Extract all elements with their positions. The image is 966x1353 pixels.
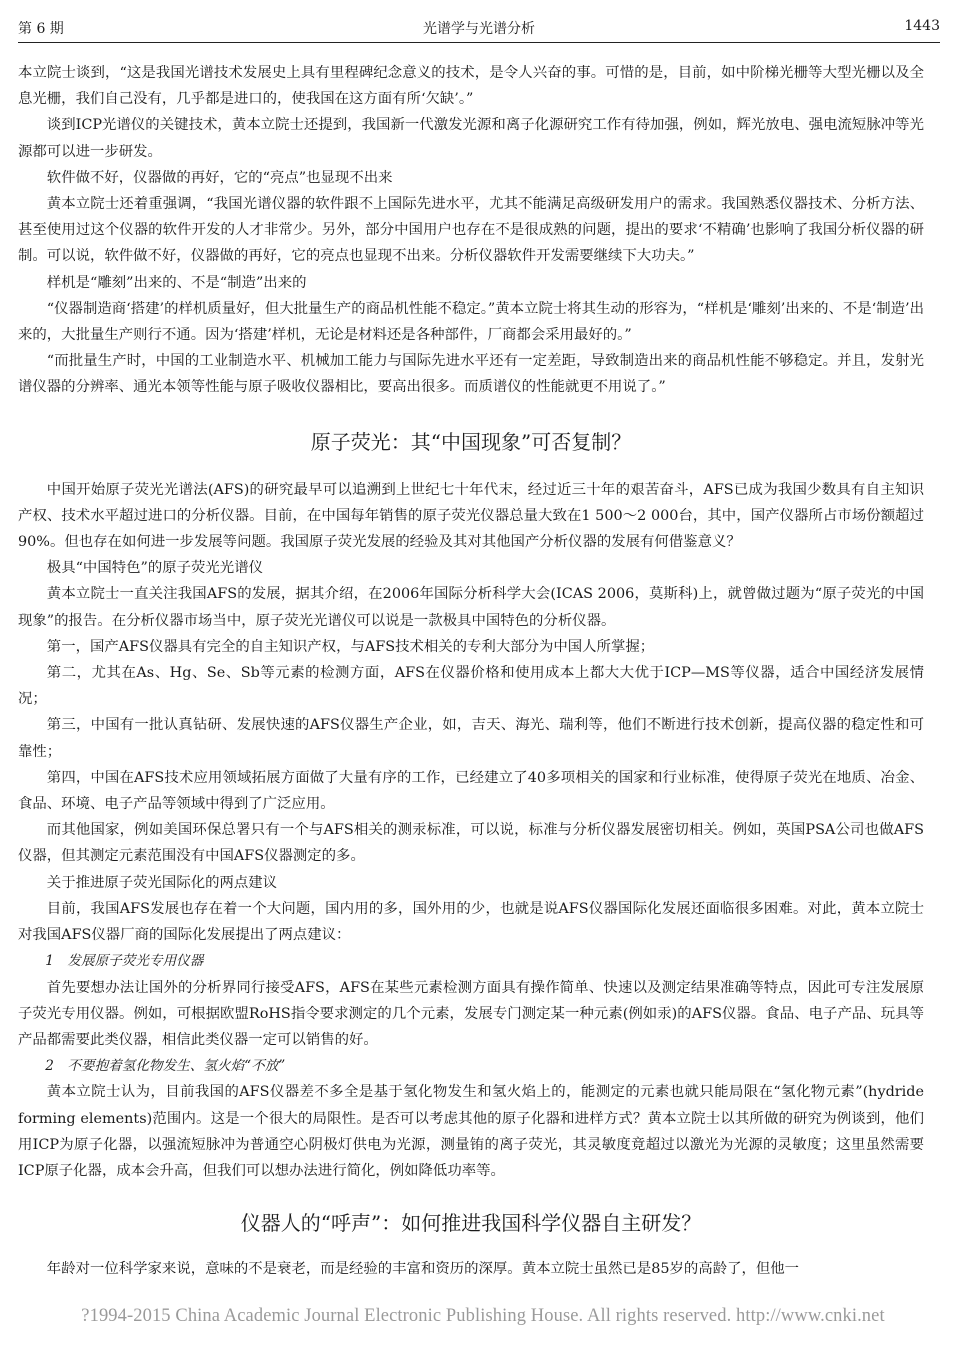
paragraph: 目前，我国AFS发展也存在着一个大问题，国内用的多，国外用的少，也就是说AFS仪器国际化发展还面临很多困难。对此，黄本立院士对我国AFS仪器厂商的国际化发展提出了两点建议： — [18, 900, 924, 944]
section-title: 仪器人的“呼声”：如何推进我国科学仪器自主研发？ — [240, 1211, 702, 1236]
paragraph: 第一，国产AFS仪器具有完全的自主知识产权，与AFS技术相关的专利大部分为中国人所掌握； — [46, 638, 655, 655]
paragraph: 黄本立院士还着重强调，“我国光谱仪器的软件跟不上国际先进水平，尤其不能满足高级研发用户的需求。我国熟悉仪器技术、分析方法、甚至使用过这个仪器的软件开发的人才非常少。另外，部分中国用户也存在不是很成熟的问题，提出的要求‘不精确’也影响了我国分析仪器的研制。可以说，软件做不好，仪器做的再好，它的亮点也显现不出来。分析仪器软件开发需要继续下大功夫。” — [18, 196, 924, 265]
paragraph: “仪器制造商‘搭建’的样机质量好，但大批量生产的商品机性能不稳定。”黄本立院士将其生动的形容为，“样机是‘雕刻’出来的、不是‘制造’出来的，大批量生产则行不通。因为‘搭建’样机，无论是材料还是各种部件，厂商都会采用最好的。” — [18, 300, 924, 344]
paragraph: 中国开始原子荧光光谱法(AFS)的研究最早可以追溯到上世纪七十年代末，经过近三十年的艰苦奋斗，AFS已成为我国少数具有自主知识产权、技术水平超过进口的分析仪器。目前，在中国每年销售的原子荧光仪器总量大致在1 500～2 000台，其中，国产仪器所占市场份额超过90%。但也存在如何进一步发展等问题。我国原子荧光发展的经验及其对其他国产分析仪器的发展有何借鉴意义？ — [18, 481, 924, 551]
paragraph: 黄本立院士一直关注我国AFS的发展，据其介绍，在2006年国际分析科学大会(ICAS 2006，莫斯科)上，就曾做过题为“原子荧光的中国现象”的报告。在分析仪器市场当中，原子荧光光谱仪可以说是一款极具中国特色的分析仪器。 — [18, 586, 924, 629]
paragraph: 第三，中国有一批认真钻研、发展快速的AFS仪器生产企业，如，吉天、海光、瑞利等，他们不断进行技术创新，提高仪器的稳定性和可靠性； — [18, 717, 924, 760]
subheading: 极具“中国特色”的原子荧光光谱仪 — [46, 560, 263, 577]
paragraph: 第二，尤其在As、Hg、Se、Sb等元素的检测方面，AFS在仪器价格和使用成本上都大大优于ICP—MS等仪器，适合中国经济发展情况； — [18, 665, 924, 708]
issue-number: 第 6 期 — [18, 21, 64, 37]
copyright-watermark: ?1994-2015 China Academic Journal Electronic Publishing House. All rights reserved. http://www.cnki.net — [81, 1306, 885, 1326]
paragraph: 而其他国家，例如美国环保总署只有一个与AFS相关的测汞标准，可以说，标准与分析仪器发展密切相关。例如，英国PSA公司也做AFS仪器，但其测定元素范围没有中国AFS仪器测定的多。 — [18, 822, 924, 865]
paragraph: 年龄对一位科学家来说，意味的不是衰老，而是经验的丰富和资历的深厚。黄本立院士虽然已是85岁的高龄了，但他一 — [46, 1261, 800, 1278]
article-body — [18, 60, 924, 1282]
journal-title: 光谱学与光谱分析 — [423, 21, 535, 37]
subheading: 样机是“雕刻”出来的、不是“制造”出来的 — [46, 274, 307, 291]
paragraph: 谈到ICP光谱仪的关键技术，黄本立院士还提到，我国新一代激发光源和离子化源研究工作有待加强，例如，辉光放电、强电流短脉冲等光源都可以进一步研发。 — [18, 117, 924, 160]
paragraph: 黄本立院士认为，目前我国的AFS仪器差不多全是基于氢化物发生和氢火焰上的，能测定的元素也就只能局限在“氢化物元素”(hydride forming elements)范围内。这是一个很大的局限性。是否可以考虑其他的原子化器和进样方式？黄本立院士以其所做的研究为例谈到，他们用ICP为原子化器，以强流短脉冲为普通空心阴极灯供电为光源，测量铕的离子荧光，其灵敏度竟超过以激光为光源的灵敏度；这里虽然需要ICP原子化器，成本会升高，但我们可以想办法进行简化，例如降低功率等。 — [18, 1084, 924, 1179]
page-number: 1443 — [904, 18, 940, 34]
subheading: 软件做不好，仪器做的再好，它的“亮点”也显现不出来 — [46, 169, 393, 186]
paragraph: 本立院士谈到，“这是我国光谱技术发展史上具有里程碑纪念意义的技术，是令人兴奋的事。可惜的是，目前，如中阶梯光栅等大型光栅以及全息光栅，我们自己没有，几乎都是进口的，使我国在这方面有所‘欠缺’。” — [18, 65, 924, 108]
running-header — [18, 14, 940, 43]
paragraph: 首先要想办法让国外的分析界同行接受AFS，AFS在某些元素检测方面具有操作简单、快速以及测定结果准确等特点，因此可专注发展原子荧光专用仪器。例如，可根据欧盟RoHS指令要求测定的几个元素，发展专门测定某一种元素(例如汞)的AFS仪器。食品、电子产品、玩具等产品都需要此类仪器，相信此类仪器一定可以销售的好。 — [18, 979, 924, 1048]
subheading: 关于推进原子荧光国际化的两点建议 — [46, 874, 278, 891]
numbered-subheading: 2 不要抱着氢化物发生、氢火焰“不放” — [45, 1058, 286, 1075]
paragraph: 第四，中国在AFS技术应用领域拓展方面做了大量有序的工作，已经建立了40多项相关的国家和行业标准，使得原子荧光在地质、冶金、食品、环境、电子产品等领域中得到了广泛应用。 — [18, 769, 924, 813]
section-title: 原子荧光：其“中国现象”可否复制？ — [310, 429, 632, 454]
numbered-subheading: 1 发展原子荧光专用仪器 — [45, 953, 204, 970]
paragraph: “而批量生产时，中国的工业制造水平、机械加工能力与国际先进水平还有一定差距，导致制造出来的商品机性能不够稳定。并且，发射光谱仪器的分辨率、通光本领等性能与原子吸收仪器相比，要高出很多。而质谱仪的性能就更不用说了。” — [18, 353, 924, 396]
